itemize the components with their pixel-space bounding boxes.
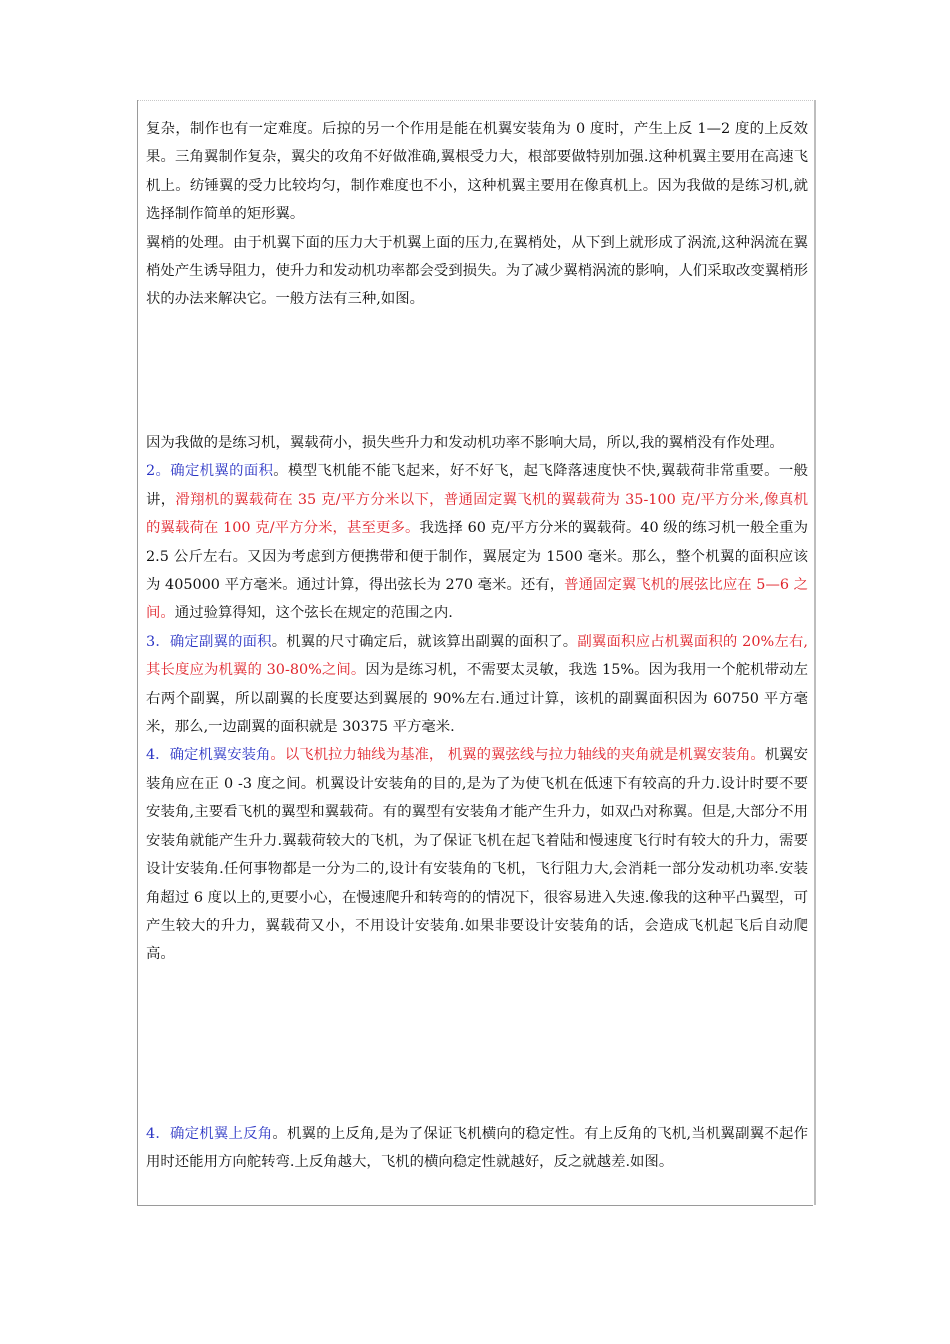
text-segment: 。机翼的尺寸确定后，就该算出副翼的面积了。 [271,633,578,650]
section-aileron-area [146,628,808,742]
frame-right-border [814,100,816,1205]
section-incidence-angle [146,741,808,968]
paragraph-wing-shapes: 复杂，制作也有一定难度。后掠的另一个作用是能在机翼安装角为 0 度时，产生上反 1—2 度的上反效果。三角翼制作复杂，翼尖的攻角不好做准确,翼根受力大，根部要做特别加强.这种机翼主要用在高速飞机上。纺锤翼的受力比较均匀，制作难度也不小，这种机翼主要用在像真机上。因为我做的是练习机,就选择制作简单的矩形翼。 [146,121,808,223]
paragraph-wingtip-conclusion: 因为我做的是练习机，翼载荷小，损失些升力和发动机功率不影响大局，所以,我的翼梢没有作处理。 [146,435,784,451]
text-segment: 。模型飞机能不能飞起来，好不好飞，起飞降落速度快不快,翼载荷非常重要。一般讲， [146,463,808,508]
highlight-wing-loading: 滑翔机的翼载荷在 35 克/平方分米以下，普通固定翼飞机的翼载荷为 35-100 克/平方分米,像真机的翼载荷在 100 克/平方分米，甚至更多。 [146,491,808,537]
highlight-aileron-ratio: 副翼面积应占机翼面积的 20%左右,其长度应为机翼的 30-80%之间。 [146,633,808,679]
section-heading-wing-area: 2。确定机翼的面积 [146,463,274,480]
highlight-incidence-definition: 。以飞机拉力轴线为基准， 机翼的翼弦线与拉力轴线的夹角就是机翼安装角。 [270,747,765,764]
section-dihedral-angle [146,1120,808,1177]
section-heading-aileron-area: 3．确定副翼的面积 [146,633,272,650]
text-segment: 我选择 60 克/平方分米的翼载荷。40 级的练习机一般全重为 2.5 公斤左右。又因为考虑到方便携带和便于制作，翼展定为 1500 毫米。那么，整个机翼的面积应该为 405000 平方毫米。通过计算，得出弦长为 270 毫米。还有， [146,520,808,594]
text-block-top [146,115,808,314]
text-block-bottom [146,1120,808,1177]
section-heading-dihedral-angle: 4．确定机翼上反角 [146,1126,273,1142]
frame-top-border [138,100,813,101]
text-block-middle [146,429,808,969]
section-wing-area [146,457,808,627]
paragraph-wingtip: 翼梢的处理。由于机翼下面的压力大于机翼上面的压力,在翼梢处，从下到上就形成了涡流,这种涡流在翼梢处产生诱导阻力，使升力和发动机功率都会受到损失。为了减少翼梢涡流的影响，人们采取改变翼梢形状的办法来解决它。一般方法有三种,如图。 [146,234,808,308]
section-heading-incidence-angle: 4．确定机翼安装角 [146,747,271,764]
text-segment: 因为是练习机，不需要太灵敏，我选 15%。因为我用一个舵机带动左右两个副翼，所以副翼的长度要达到翼展的 90%左右.通过计算，该机的副翼面积因为 60750 平方毫米，那么,一边副翼的面积就是 30375 平方毫米. [146,662,808,736]
text-segment: 通过验算得知，这个弦长在规定的范围之内. [174,605,453,622]
text-segment: 机翼安装角应在正 0 -3 度之间。机翼设计安装角的目的,是为了为使飞机在低速下有较高的升力.设计时要不要安装角,主要看飞机的翼型和翼载荷。有的翼型有安装角才能产生升力，如双凸对称翼。但是,大部分不用安装角就能产生升力.翼载荷较大的飞机，为了保证飞机在起飞着陆和慢速度飞行时有较大的升力，需要设计安装角.任何事物都是一分为二的,设计有安装角的飞机，飞行阻力大,会消耗一部分发动机功率.安装角超过 6 度以上的,更要小心，在慢速爬升和转弯的的情况下，很容易进入失速.像我的这种平凸翼型，可产生较大的升力，翼载荷又小，不用设计安装角.如果非要设计安装角的话，会造成飞机起飞后自动爬高。 [146,747,808,963]
text-segment: 。机翼的上反角,是为了保证飞机横向的稳定性。有上反角的飞机,当机翼副翼不起作用时还能用方向舵转弯.上反角越大，飞机的横向稳定性就越好，反之就越差.如图。 [146,1126,808,1171]
highlight-aspect-ratio: 普通固定翼飞机的展弦比应在 5—6 之间。 [146,577,808,622]
